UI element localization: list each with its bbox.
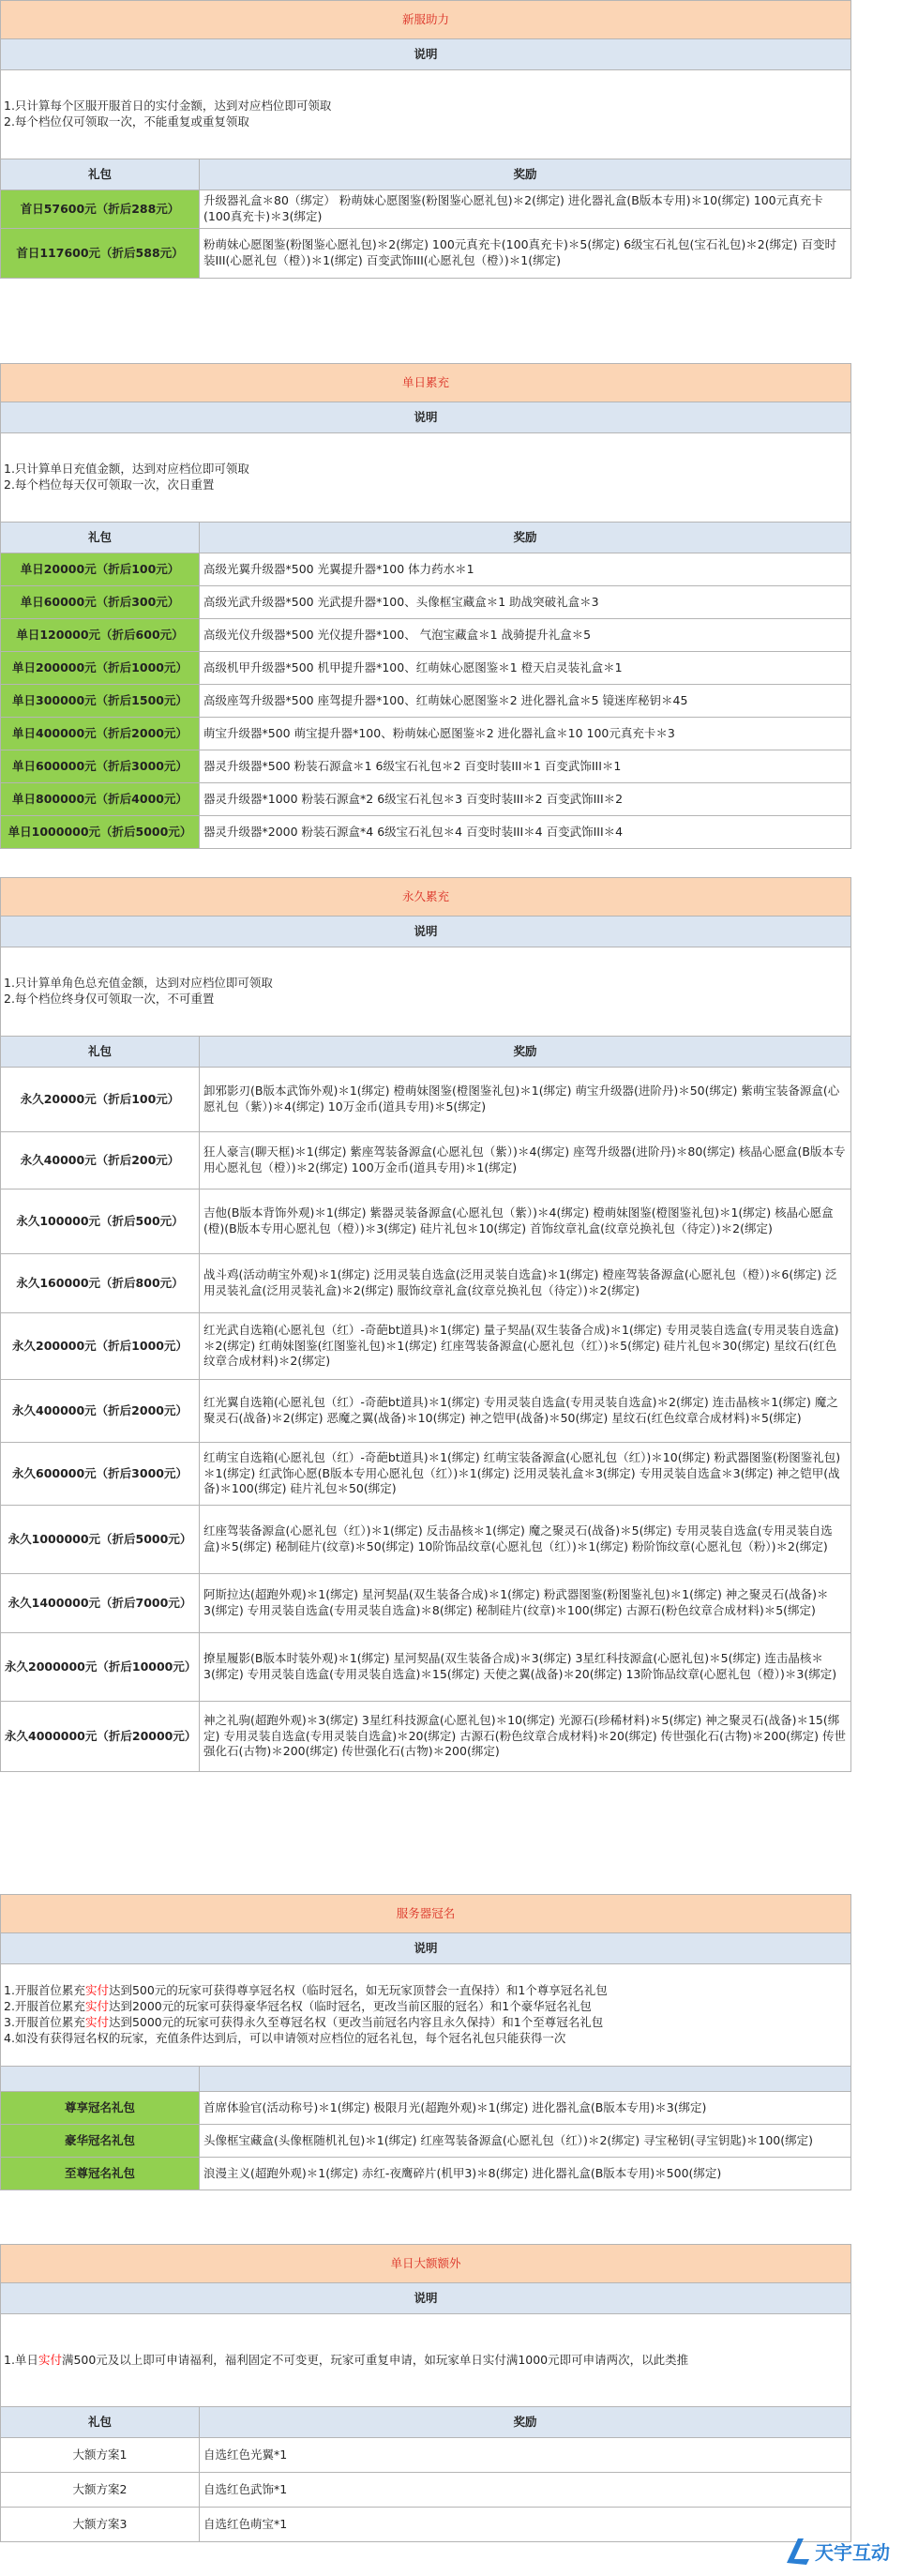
section-table bbox=[0, 877, 851, 1772]
reward-cell: 吉他(B版本背饰外观)＊1(绑定) 紫器灵装备源盒(心愿礼包（紫）)＊4(绑定) 橙萌妹图鉴(橙图鉴礼包)＊1(绑定) 核晶心愿盒(橙)(B版本专用心愿礼包（橙）)＊3(绑定) 硅片礼包＊10(绑定) 首饰纹章礼盒(纹章兑换礼包（待定）)＊2(绑定) bbox=[200, 1190, 851, 1254]
section-title: 单日大额额外 bbox=[1, 2245, 851, 2283]
reward-cell: 器灵升级器*500 粉装石源盒＊1 6级宝石礼包＊2 百变时装III＊1 百变武饰III＊1 bbox=[200, 750, 851, 783]
gift-tier-cell: 豪华冠名礼包 bbox=[1, 2125, 200, 2158]
column-header-reward bbox=[200, 2067, 851, 2092]
gift-tier-cell: 永久160000元（折后800元） bbox=[1, 1254, 200, 1313]
gift-tier-cell: 首日117600元（折后588元） bbox=[1, 229, 200, 279]
gift-tier-cell: 至尊冠名礼包 bbox=[1, 2158, 200, 2190]
gift-tier-cell: 单日60000元（折后300元） bbox=[1, 586, 200, 619]
section-title: 新服助力 bbox=[1, 1, 851, 39]
description-text: 1.开服首位累充 bbox=[4, 1983, 85, 1998]
gift-tier-cell: 单日120000元（折后600元） bbox=[1, 619, 200, 652]
reward-cell: 自选红色萌宝*1 bbox=[200, 2508, 851, 2542]
reward-cell: 浪漫主义(超跑外观)＊1(绑定) 赤红-夜鹰碎片(机甲3)＊8(绑定) 进化器礼盒(B版本专用)＊500(绑定) bbox=[200, 2158, 851, 2190]
gift-tier-cell: 永久200000元（折后1000元） bbox=[1, 1313, 200, 1380]
table-row bbox=[1, 619, 851, 652]
description-text: 1.单日 bbox=[4, 2352, 38, 2367]
gift-tier-cell: 永久4000000元（折后20000元） bbox=[1, 1702, 200, 1772]
column-header-reward: 奖励 bbox=[200, 523, 851, 553]
description-header: 说明 bbox=[1, 1933, 851, 1964]
gift-tier-cell: 永久400000元（折后2000元） bbox=[1, 1380, 200, 1443]
gift-tier-cell: 永久1400000元（折后7000元） bbox=[1, 1574, 200, 1633]
highlight-text: 实付 bbox=[84, 2015, 109, 2029]
table-row bbox=[1, 190, 851, 229]
watermark-logo bbox=[781, 2531, 912, 2570]
table-row bbox=[1, 783, 851, 816]
reward-cell: 高级光翼升级器*500 光翼提升器*100 体力药水＊1 bbox=[200, 553, 851, 586]
reward-cell: 高级座驾升级器*500 座驾提升器*100、红萌妹心愿图鉴＊2 进化器礼盒＊5 镜迷库秘钥＊45 bbox=[200, 685, 851, 718]
reward-cell: 红光翼自选箱(心愿礼包（红）-奇葩bt道具)＊1(绑定) 专用灵装自选盒(专用灵装自选盒)＊2(绑定) 连击晶核＊1(绑定) 魔之聚灵石(战备)＊2(绑定) 恶魔之翼(战备)＊10(绑定) 神之铠甲(战备)＊50(绑定) 星纹石(红色纹章合成材料)＊5(绑定) bbox=[200, 1380, 851, 1443]
gift-tier-cell: 首日57600元（折后288元） bbox=[1, 190, 200, 229]
section-table bbox=[0, 1894, 851, 2190]
description-header: 说明 bbox=[1, 2283, 851, 2314]
section-title: 单日累充 bbox=[1, 364, 851, 402]
watermark-text: 天宇互动 bbox=[815, 2541, 890, 2564]
description-body bbox=[1, 1964, 851, 2067]
column-header-gift bbox=[1, 2067, 200, 2092]
table-row bbox=[1, 2125, 851, 2158]
description-line bbox=[4, 1999, 847, 2015]
description-text: 达到500元的玩家可获得尊享冠名权（临时冠名，如无玩家顶替会一直保持）和1个尊享冠名礼包 bbox=[108, 1983, 608, 1998]
reward-cell: 首席体验官(活动称号)＊1(绑定) 极限月光(超跑外观)＊1(绑定) 进化器礼盒(B版本专用)＊3(绑定) bbox=[200, 2092, 851, 2125]
table-row bbox=[1, 1132, 851, 1190]
description-text: 达到5000元的玩家可获得永久至尊冠名权（更改当前冠名内容且永久保持）和1个至尊冠名礼包 bbox=[108, 2015, 604, 2029]
reward-cell: 头像框宝藏盒(头像框随机礼包)＊1(绑定) 红座驾装备源盒(心愿礼包（红）)＊2(绑定) 寻宝秘钥(寻宝钥匙)＊100(绑定) bbox=[200, 2125, 851, 2158]
description-body bbox=[1, 947, 851, 1037]
table-row bbox=[1, 1506, 851, 1574]
description-line: 2.每个档位仅可领取一次，不能重复或重复领取 bbox=[4, 114, 249, 129]
description-text: 达到2000元的玩家可获得豪华冠名权（临时冠名，更改当前区服的冠名）和1个豪华冠名礼包 bbox=[108, 1999, 592, 2014]
table-row bbox=[1, 750, 851, 783]
description-line: 2.每个档位每天仅可领取一次，次日重置 bbox=[4, 477, 215, 492]
description-body bbox=[1, 2314, 851, 2407]
column-header-reward: 奖励 bbox=[200, 159, 851, 190]
reward-cell: 自选红色光翼*1 bbox=[200, 2438, 851, 2473]
table-row bbox=[1, 553, 851, 586]
table-row bbox=[1, 1068, 851, 1132]
description-body bbox=[1, 70, 851, 159]
section-2 bbox=[0, 363, 850, 849]
highlight-text: 实付 bbox=[38, 2352, 62, 2367]
table-row bbox=[1, 1313, 851, 1380]
section-table bbox=[0, 0, 851, 279]
section-title: 永久累充 bbox=[1, 878, 851, 917]
section-5 bbox=[0, 2244, 850, 2542]
table-row bbox=[1, 1380, 851, 1443]
reward-cell: 撩星履影(B版本时装外观)＊1(绑定) 星河契晶(双生装备合成)＊3(绑定) 3星红科技源盒(心愿礼包)＊5(绑定) 连击晶核＊3(绑定) 专用灵装自选盒(专用灵装自选盒)＊15(绑定) 天使之翼(战备)＊20(绑定) 13阶饰品纹章(心愿礼包（橙）)＊3(绑定) bbox=[200, 1633, 851, 1702]
table-row bbox=[1, 1633, 851, 1702]
table-row bbox=[1, 2438, 851, 2473]
table-row bbox=[1, 2508, 851, 2542]
gift-tier-cell: 大额方案1 bbox=[1, 2438, 200, 2473]
section-4 bbox=[0, 1894, 850, 2190]
description-line bbox=[4, 1983, 847, 1999]
section-table bbox=[0, 2244, 851, 2542]
table-row bbox=[1, 2158, 851, 2190]
gift-tier-cell: 永久1000000元（折后5000元） bbox=[1, 1506, 200, 1574]
column-header-gift: 礼包 bbox=[1, 1037, 200, 1068]
gift-tier-cell: 单日20000元（折后100元） bbox=[1, 553, 200, 586]
description-text: 3.开服首位累充 bbox=[4, 2015, 85, 2029]
reward-cell: 器灵升级器*1000 粉装石源盒*2 6级宝石礼包＊3 百变时装III＊2 百变武饰III＊2 bbox=[200, 783, 851, 816]
description-text: 4.如没有获得冠名权的玩家，充值条件达到后，可以申请领对应档位的冠名礼包，每个冠名礼包只能获得一次 bbox=[4, 2030, 566, 2045]
description-text: 2.开服首位累充 bbox=[4, 1999, 85, 2014]
reward-cell: 萌宝升级器*500 萌宝提升器*100、粉萌妹心愿图鉴＊2 进化器礼盒＊10 100元真充卡＊3 bbox=[200, 718, 851, 750]
table-row bbox=[1, 229, 851, 279]
reward-cell: 战斗鸡(活动萌宝外观)＊1(绑定) 泛用灵装自选盒(泛用灵装自选盒)＊1(绑定) 橙座驾装备源盒(心愿礼包（橙）)＊6(绑定) 泛用灵装礼盒(泛用灵装礼盒)＊2(绑定) 服饰纹章礼盒(纹章兑换礼包（待定）)＊2(绑定) bbox=[200, 1254, 851, 1313]
table-row bbox=[1, 1443, 851, 1506]
description-text: 满500元及以上即可申请福利，福利固定不可变更，玩家可重复申请，如玩家单日实付满1000元即可申请两次，以此类推 bbox=[61, 2352, 689, 2367]
section-title: 服务器冠名 bbox=[1, 1895, 851, 1933]
reward-cell: 阿斯拉达(超跑外观)＊1(绑定) 星河契晶(双生装备合成)＊1(绑定) 粉武器图鉴(粉图鉴礼包)＊1(绑定) 神之聚灵石(战备)＊3(绑定) 专用灵装自选盒(专用灵装自选盒)＊8(绑定) 秘制硅片(纹章)＊100(绑定) 古源石(粉色纹章合成材料)＊5(绑定) bbox=[200, 1574, 851, 1633]
gift-tier-cell: 单日300000元（折后1500元） bbox=[1, 685, 200, 718]
reward-cell: 狂人豪言(聊天框)＊1(绑定) 紫座驾装备源盒(心愿礼包（紫）)＊4(绑定) 座驾升级器(进阶丹)＊80(绑定) 核晶心愿盒(B版本专用心愿礼包（橙）)＊2(绑定) 100万金币(道具专用)＊1(绑定) bbox=[200, 1132, 851, 1190]
gift-tier-cell: 永久2000000元（折后10000元） bbox=[1, 1633, 200, 1702]
column-header-reward: 奖励 bbox=[200, 2407, 851, 2438]
table-row bbox=[1, 685, 851, 718]
section-3 bbox=[0, 877, 850, 1772]
gift-tier-cell: 永久40000元（折后200元） bbox=[1, 1132, 200, 1190]
reward-cell: 器灵升级器*2000 粉装石源盒*4 6级宝石礼包＊4 百变时装III＊4 百变武饰III＊4 bbox=[200, 816, 851, 849]
table-row bbox=[1, 1190, 851, 1254]
description-body bbox=[1, 433, 851, 523]
column-header-gift: 礼包 bbox=[1, 523, 200, 553]
table-row bbox=[1, 1574, 851, 1633]
gift-tier-cell: 大额方案2 bbox=[1, 2473, 200, 2508]
description-header: 说明 bbox=[1, 39, 851, 70]
gift-tier-cell: 大额方案3 bbox=[1, 2508, 200, 2542]
column-header-gift: 礼包 bbox=[1, 159, 200, 190]
table-row bbox=[1, 652, 851, 685]
section-1 bbox=[0, 0, 850, 279]
reward-cell: 红座驾装备源盒(心愿礼包（红）)＊1(绑定) 反击晶核＊1(绑定) 魔之聚灵石(战备)＊5(绑定) 专用灵装自选盒(专用灵装自选盒)＊5(绑定) 秘制硅片(纹章)＊50(绑定) 10阶饰品纹章(心愿礼包（红）)＊1(绑定) 粉阶饰纹章(心愿礼包（粉）)＊2(绑定) bbox=[200, 1506, 851, 1574]
table-row bbox=[1, 586, 851, 619]
gift-tier-cell: 单日600000元（折后3000元） bbox=[1, 750, 200, 783]
table-row bbox=[1, 1702, 851, 1772]
gift-tier-cell: 单日800000元（折后4000元） bbox=[1, 783, 200, 816]
reward-cell: 高级机甲升级器*500 机甲提升器*100、红萌妹心愿图鉴＊1 橙天启灵装礼盒＊1 bbox=[200, 652, 851, 685]
highlight-text: 实付 bbox=[84, 1999, 109, 2014]
gift-tier-cell: 单日1000000元（折后5000元） bbox=[1, 816, 200, 849]
reward-cell: 神之礼驹(超跑外观)＊3(绑定) 3星红科技源盒(心愿礼包)＊10(绑定) 光源石(珍稀材料)＊5(绑定) 神之聚灵石(战备)＊15(绑定) 专用灵装自选盒(专用灵装自选盒)＊20(绑定) 古源石(粉色纹章合成材料)＊20(绑定) 传世强化石(古物)＊200(绑定) 传世强化石(古物)＊200(绑定) 传世强化石(古物)＊200(绑定) bbox=[200, 1702, 851, 1772]
reward-cell: 红光武自选箱(心愿礼包（红）-奇葩bt道具)＊1(绑定) 量子契晶(双生装备合成)＊1(绑定) 专用灵装自选盒(专用灵装自选盒)＊2(绑定) 红萌妹图鉴(红图鉴礼包)＊1(绑定) 红座驾装备源盒(心愿礼包（红）)＊5(绑定) 硅片礼包＊30(绑定) 星纹石(红色纹章合成材料)＊2(绑定) bbox=[200, 1313, 851, 1380]
gift-tier-cell: 永久100000元（折后500元） bbox=[1, 1190, 200, 1254]
description-line bbox=[4, 2353, 847, 2369]
table-row bbox=[1, 816, 851, 849]
reward-cell: 卸邪影刃(B版本武饰外观)＊1(绑定) 橙萌妹图鉴(橙图鉴礼包)＊1(绑定) 萌宝升级器(进阶丹)＊50(绑定) 紫萌宝装备源盒(心愿礼包（紫）)＊4(绑定) 10万金币(道具专用)＊5(绑定) bbox=[200, 1068, 851, 1132]
reward-cell: 高级光武升级器*500 光武提升器*100、头像框宝藏盒＊1 助战突破礼盒＊3 bbox=[200, 586, 851, 619]
gift-tier-cell: 单日400000元（折后2000元） bbox=[1, 718, 200, 750]
highlight-text: 实付 bbox=[84, 1983, 109, 1998]
gift-tier-cell: 永久20000元（折后100元） bbox=[1, 1068, 200, 1132]
description-line bbox=[4, 2031, 847, 2047]
gift-tier-cell: 永久600000元（折后3000元） bbox=[1, 1443, 200, 1506]
gift-tier-cell: 尊享冠名礼包 bbox=[1, 2092, 200, 2125]
description-line: 2.每个档位终身仅可领取一次，不可重置 bbox=[4, 992, 215, 1006]
column-header-gift: 礼包 bbox=[1, 2407, 200, 2438]
column-header-reward: 奖励 bbox=[200, 1037, 851, 1068]
description-line: 1.只计算单角色总充值金额，达到对应档位即可领取 bbox=[4, 976, 273, 991]
reward-cell: 红萌宝自选箱(心愿礼包（红）-奇葩bt道具)＊1(绑定) 红萌宝装备源盒(心愿礼包（红）)＊10(绑定) 粉武器图鉴(粉图鉴礼包)＊1(绑定) 红武饰心愿(B版本专用心愿礼包（红）)＊1(绑定) 泛用灵装礼盒＊3(绑定) 专用灵装自选盒＊3(绑定) 神之铠甲(战备)＊100(绑定) 硅片礼包＊50(绑定) bbox=[200, 1443, 851, 1506]
section-table bbox=[0, 363, 851, 849]
description-line: 1.只计算每个区服开服首日的实付金额，达到对应档位即可领取 bbox=[4, 98, 332, 114]
gift-tier-cell: 单日200000元（折后1000元） bbox=[1, 652, 200, 685]
table-row bbox=[1, 718, 851, 750]
reward-cell: 自选红色武饰*1 bbox=[200, 2473, 851, 2508]
reward-cell: 粉萌妹心愿图鉴(粉图鉴心愿礼包)＊2(绑定) 100元真充卡(100真充卡)＊5(绑定) 6级宝石礼包(宝石礼包)＊2(绑定) 百变时装III(心愿礼包（橙）)＊1(绑定) 百变武饰III(心愿礼包（橙）)＊1(绑定) bbox=[200, 229, 851, 279]
reward-cell: 升级器礼盒＊80（绑定） 粉萌妹心愿图鉴(粉图鉴心愿礼包)＊2(绑定) 进化器礼盒(B版本专用)＊10(绑定) 100元真充卡(100真充卡)＊3(绑定) bbox=[200, 190, 851, 229]
description-header: 说明 bbox=[1, 402, 851, 433]
table-row bbox=[1, 2092, 851, 2125]
reward-cell: 高级光仪升级器*500 光仪提升器*100、 气泡宝藏盒＊1 战骑提升礼盒＊5 bbox=[200, 619, 851, 652]
description-line: 1.只计算单日充值金额，达到对应档位即可领取 bbox=[4, 462, 249, 477]
description-line bbox=[4, 2015, 847, 2031]
table-row bbox=[1, 1254, 851, 1313]
description-header: 说明 bbox=[1, 917, 851, 947]
table-row bbox=[1, 2473, 851, 2508]
